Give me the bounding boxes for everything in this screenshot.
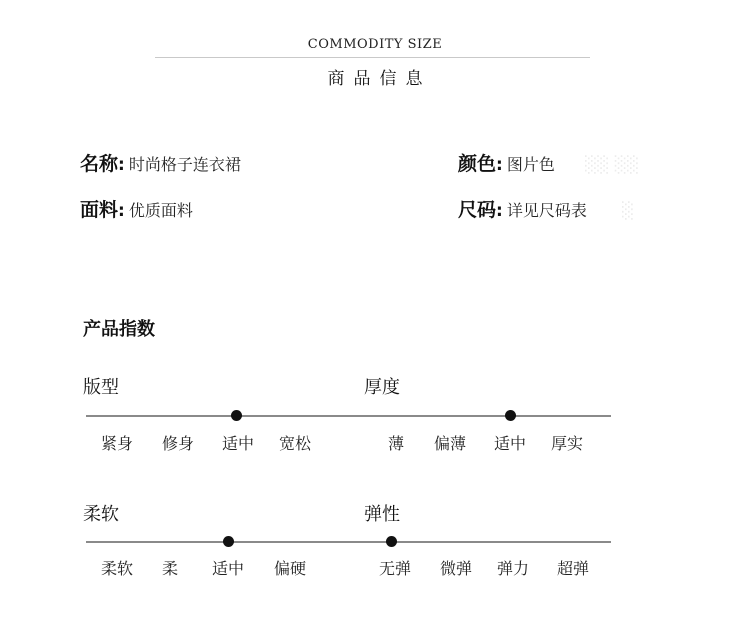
scale-fit-option: 适中 (222, 434, 255, 453)
info-material-value: 优质面料 (128, 201, 193, 220)
scale-softness-option: 柔 (162, 559, 179, 578)
scale-fit-option: 紧身 (101, 434, 134, 453)
scale-softness-option: 偏硬 (274, 559, 307, 578)
scale-softness-label: 柔软 (83, 504, 119, 525)
scale-elasticity-label: 弹性 (364, 504, 400, 525)
scale-thickness-label: 厚度 (364, 377, 400, 398)
scale-thickness-marker (505, 410, 516, 421)
scale-softness-option: 柔软 (101, 559, 134, 578)
info-material-colon: : (118, 201, 125, 221)
header-divider (155, 57, 590, 58)
scale-elasticity-option: 超弹 (557, 559, 590, 578)
scale-elasticity-option: 微弹 (440, 559, 473, 578)
scale-fit-marker (231, 410, 242, 421)
ghost-text: ░ (622, 201, 635, 220)
ghost-text: ░░ ░░ (585, 155, 640, 174)
scale-thickness-option: 薄 (388, 434, 405, 453)
info-color (458, 149, 555, 176)
info-color-colon: : (496, 155, 503, 175)
scale-thickness-option: 厚实 (551, 434, 584, 453)
header-english-title: COMMODITY SIZE (307, 37, 443, 52)
scale-thickness-option: 偏薄 (434, 434, 467, 453)
product-index-title: 产品指数 (83, 319, 155, 340)
scale-elasticity-option: 无弹 (379, 559, 412, 578)
scale-elasticity-marker (386, 536, 397, 547)
info-size-value: 详见尺码表 (506, 201, 587, 220)
scale-softness-marker (223, 536, 234, 547)
info-material-key: 面料 (80, 199, 119, 221)
info-name-colon: : (118, 155, 125, 175)
info-size-key: 尺码 (458, 199, 497, 221)
scale-elasticity-track (364, 541, 611, 543)
scale-fit-option: 宽松 (279, 434, 312, 453)
scale-fit-option: 修身 (162, 434, 195, 453)
info-color-key: 颜色 (458, 153, 497, 175)
scale-elasticity-option: 弹力 (497, 559, 530, 578)
info-material (80, 195, 193, 222)
scale-softness-option: 适中 (212, 559, 245, 578)
info-color-value: 图片色 (506, 155, 555, 174)
scale-fit-label: 版型 (83, 377, 119, 398)
info-name-value: 时尚格子连衣裙 (128, 155, 241, 174)
info-size-colon: : (496, 201, 503, 221)
scale-thickness-option: 适中 (494, 434, 527, 453)
info-name (80, 149, 241, 176)
header-chinese-title: 商品信息 (327, 69, 432, 89)
info-size (458, 195, 587, 222)
scale-fit-track (86, 415, 364, 417)
info-name-key: 名称 (80, 153, 119, 175)
scale-thickness-track (364, 415, 611, 417)
